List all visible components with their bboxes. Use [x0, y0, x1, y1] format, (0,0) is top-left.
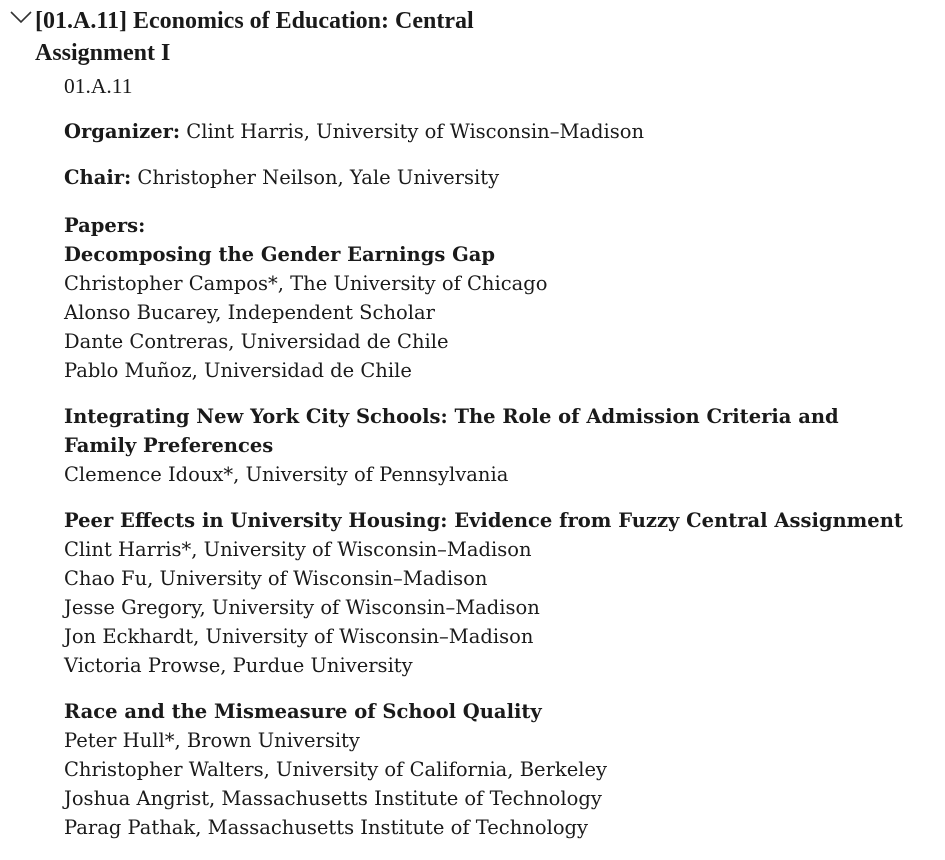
paper-author: Christopher Walters, University of California, Berkeley — [64, 758, 608, 781]
paper-title: Race and the Mismeasure of School Quality — [64, 700, 542, 723]
paper-author: Clemence Idoux*, University of Pennsylvania — [64, 463, 509, 486]
paper-author: Joshua Angrist, Massachusetts Institute of Technology — [64, 787, 602, 810]
paper-author: Clint Harris*, University of Wisconsin–Madison — [64, 538, 532, 561]
chair-name: Christopher Neilson, Yale University — [137, 166, 500, 189]
chair-line — [64, 165, 905, 191]
papers-section — [64, 211, 905, 842]
chevron-down-icon[interactable] — [10, 9, 32, 25]
paper-item — [64, 402, 905, 489]
chair-label: Chair: — [64, 166, 132, 189]
session-title[interactable]: [01.A.11] Economics of Education: Central Assignment I — [35, 8, 474, 66]
paper-author: Parag Pathak, Massachusetts Institute of Technology — [64, 816, 589, 839]
paper-author: Christopher Campos*, The University of Chicago — [64, 272, 548, 295]
paper-author: Pablo Muñoz, Universidad de Chile — [64, 359, 412, 382]
organizer-name: Clint Harris, University of Wisconsin–Madison — [186, 120, 645, 143]
session-toggle[interactable] — [0, 0, 555, 69]
paper-author: Peter Hull*, Brown University — [64, 729, 360, 752]
paper-author: Jesse Gregory, University of Wisconsin–Madison — [64, 596, 540, 619]
organizer-line — [64, 119, 905, 145]
paper-author: Jon Eckhardt, University of Wisconsin–Madison — [64, 625, 534, 648]
session-code: 01.A.11 — [64, 74, 133, 98]
paper-item — [64, 697, 905, 842]
paper-author: Alonso Bucarey, Independent Scholar — [64, 301, 435, 324]
papers-label: Papers: — [64, 214, 146, 237]
paper-item — [64, 240, 905, 385]
paper-title: Peer Effects in University Housing: Evidence from Fuzzy Central Assignment — [64, 509, 903, 532]
paper-author: Dante Contreras, Universidad de Chile — [64, 330, 449, 353]
paper-author: Chao Fu, University of Wisconsin–Madison — [64, 567, 488, 590]
paper-title: Decomposing the Gender Earnings Gap — [64, 243, 496, 266]
paper-title: Integrating New York City Schools: The Role of Admission Criteria and Family Preferences — [64, 405, 839, 457]
organizer-label: Organizer: — [64, 120, 181, 143]
paper-item — [64, 506, 905, 680]
session-details — [0, 73, 945, 842]
paper-author: Victoria Prowse, Purdue University — [64, 654, 413, 677]
